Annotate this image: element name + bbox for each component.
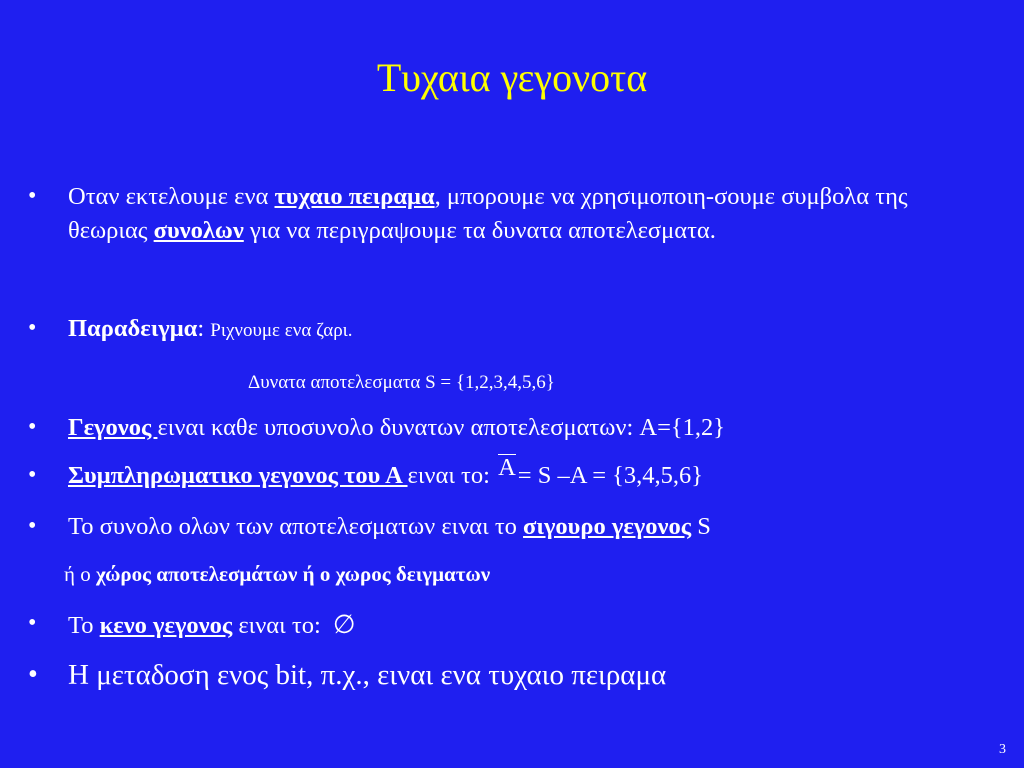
bullet-icon: • xyxy=(28,315,37,341)
page-number: 3 xyxy=(999,742,1006,757)
text-segment: Οταν εκτελουμε ενα xyxy=(68,183,275,210)
sure-event-term: σιγουρο γεγονος xyxy=(523,513,692,540)
bullet-text xyxy=(68,607,356,643)
example-text: Ριχνουμε ενα ζαρι. xyxy=(210,320,353,341)
bullet-icon: • xyxy=(28,513,37,539)
text-segment: ή ο xyxy=(64,562,96,586)
text-segment: Το συνολο ολων των αποτελεσματων ειναι το xyxy=(68,513,524,540)
empty-event-term: κενο γεγονος xyxy=(99,612,233,639)
bullet-icon: • xyxy=(28,183,37,209)
bullet-text xyxy=(68,312,353,346)
sample-space-line xyxy=(248,364,984,398)
bullet-text xyxy=(68,411,725,445)
text-segment: ειναι το: xyxy=(407,462,497,489)
text-segment: : xyxy=(197,315,211,342)
sample-space-alt-line xyxy=(64,560,984,589)
bullet-text xyxy=(68,454,704,493)
bullet-text xyxy=(68,510,711,544)
text-segment: Το xyxy=(68,612,100,639)
sample-space-text: Δυνατα αποτελεσματα S = {1,2,3,4,5,6} xyxy=(248,372,555,393)
empty-set-icon: ∅ xyxy=(332,610,356,640)
text-segment: για να περιγραψουμε τα δυνατα αποτελεσματα. xyxy=(243,217,716,245)
emphasis-term: συνολων xyxy=(153,217,244,245)
complement-symbol: A xyxy=(498,454,516,481)
bullet-text xyxy=(68,180,988,249)
slide-title: Τυχαια γεγονοτα xyxy=(376,55,648,100)
sample-space-term: χώρος αποτελεσμάτων ή ο χωρος δειγματων xyxy=(95,562,491,586)
bullet-text: Η μεταδοση ενος bit, π.χ., ειναι ενα τυχαιο πειραμα xyxy=(68,659,667,691)
bullet-icon: • xyxy=(28,610,37,636)
text-segment: S xyxy=(691,513,711,540)
text-segment: ειναι καθε υποσυνολο δυνατων αποτελεσματων: A={1,2} xyxy=(157,414,726,441)
text-segment: = S –A = {3,4,5,6} xyxy=(517,462,704,489)
emphasis-term: τυχαιο πειραμα xyxy=(274,183,435,210)
complement-term: Συμπληρωματικο γεγονος του Α xyxy=(68,462,408,489)
bullet-icon: • xyxy=(28,462,37,488)
event-term: Γεγονος xyxy=(68,414,158,441)
text-segment: , μπορουμε να χρησιμοποιη-σουμε συμβολα της θεωριας xyxy=(68,183,908,245)
example-label: Παραδειγμα xyxy=(68,315,198,342)
text-segment: ειναι το: xyxy=(232,612,327,639)
bullet-icon: • xyxy=(28,414,37,440)
bullet-icon: • xyxy=(28,659,38,690)
